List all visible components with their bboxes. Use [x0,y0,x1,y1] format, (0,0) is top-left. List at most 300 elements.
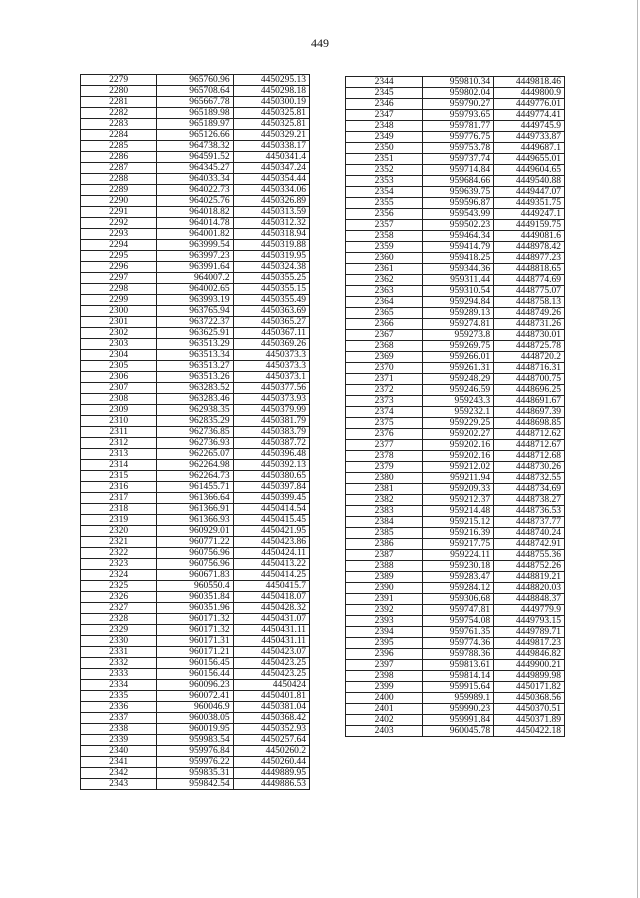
point-number-cell: 2328 [81,614,157,625]
point-number-cell: 2351 [346,154,423,165]
y-coordinate-cell: 4450387.72 [233,438,309,449]
table-row [81,735,310,746]
table-row [81,504,310,515]
y-coordinate-cell: 4450396.48 [233,449,309,460]
point-number-cell: 2339 [81,735,157,746]
table-row [346,407,565,418]
point-number-cell: 2297 [81,273,157,284]
y-coordinate-cell: 4448749.26 [494,308,565,319]
point-number-cell: 2366 [346,319,423,330]
point-number-cell: 2368 [346,341,423,352]
y-coordinate-cell: 4448732.55 [494,473,565,484]
x-coordinate-cell: 959269.75 [423,341,494,352]
point-number-cell: 2377 [346,440,423,451]
table-row [81,559,310,570]
x-coordinate-cell: 959202.16 [423,451,494,462]
y-coordinate-cell: 4450298.18 [233,86,309,97]
point-number-cell: 2384 [346,517,423,528]
y-coordinate-cell: 4450431.11 [233,636,309,647]
x-coordinate-cell: 959294.84 [423,297,494,308]
point-number-cell: 2363 [346,286,423,297]
table-row [346,451,565,462]
point-number-cell: 2393 [346,616,423,627]
point-number-cell: 2318 [81,504,157,515]
x-coordinate-cell: 959543.99 [423,209,494,220]
x-coordinate-cell: 959802.04 [423,88,494,99]
table-row [346,88,565,99]
table-row [346,429,565,440]
point-number-cell: 2342 [81,768,157,779]
y-coordinate-cell: 4450347.24 [233,163,309,174]
table-row [346,627,565,638]
table-row [346,374,565,385]
table-row [346,583,565,594]
coordinate-table-right [345,76,565,737]
x-coordinate-cell: 959214.48 [423,506,494,517]
table-row [346,121,565,132]
table-row [81,317,310,328]
x-coordinate-cell: 959835.31 [157,768,233,779]
table-row [81,97,310,108]
x-coordinate-cell: 960171.32 [157,614,233,625]
point-number-cell: 2336 [81,702,157,713]
x-coordinate-cell: 959344.36 [423,264,494,275]
point-number-cell: 2316 [81,482,157,493]
point-number-cell: 2290 [81,196,157,207]
table-row [81,295,310,306]
y-coordinate-cell: 4448697.39 [494,407,565,418]
y-coordinate-cell: 4450355.49 [233,295,309,306]
y-coordinate-cell: 4450257.64 [233,735,309,746]
point-number-cell: 2298 [81,284,157,295]
table-row [81,537,310,548]
x-coordinate-cell: 960072.41 [157,691,233,702]
point-number-cell: 2360 [346,253,423,264]
x-coordinate-cell: 959224.11 [423,550,494,561]
x-coordinate-cell: 963993.19 [157,295,233,306]
table-row [346,462,565,473]
x-coordinate-cell: 959502.23 [423,220,494,231]
y-coordinate-cell: 4449655.01 [494,154,565,165]
point-number-cell: 2341 [81,757,157,768]
table-row [346,154,565,165]
point-number-cell: 2284 [81,130,157,141]
table-row [81,394,310,405]
x-coordinate-cell: 959217.75 [423,539,494,550]
x-coordinate-cell: 965189.98 [157,108,233,119]
x-coordinate-cell: 959814.14 [423,671,494,682]
table-row [81,779,310,790]
table-row [346,198,565,209]
point-number-cell: 2399 [346,682,423,693]
point-number-cell: 2369 [346,352,423,363]
table-row [81,768,310,779]
y-coordinate-cell: 4450381.04 [233,702,309,713]
point-number-cell: 2337 [81,713,157,724]
table-row [81,306,310,317]
x-coordinate-cell: 959273.8 [423,330,494,341]
y-coordinate-cell: 4450381.79 [233,416,309,427]
table-row [81,691,310,702]
y-coordinate-cell: 4448712.62 [494,429,565,440]
point-number-cell: 2327 [81,603,157,614]
y-coordinate-cell: 4450423.07 [233,647,309,658]
x-coordinate-cell: 959246.59 [423,385,494,396]
table-row [346,99,565,110]
x-coordinate-cell: 959216.39 [423,528,494,539]
table-row [346,352,565,363]
point-number-cell: 2324 [81,570,157,581]
table-row [346,385,565,396]
x-coordinate-cell: 961455.71 [157,482,233,493]
y-coordinate-cell: 4450415.7 [233,581,309,592]
table-row [81,548,310,559]
point-number-cell: 2385 [346,528,423,539]
point-number-cell: 2392 [346,605,423,616]
point-number-cell: 2346 [346,99,423,110]
x-coordinate-cell: 959776.75 [423,132,494,143]
point-number-cell: 2281 [81,97,157,108]
table-row [346,594,565,605]
point-number-cell: 2362 [346,275,423,286]
y-coordinate-cell: 4449081.6 [494,231,565,242]
point-number-cell: 2299 [81,295,157,306]
x-coordinate-cell: 960156.44 [157,669,233,680]
y-coordinate-cell: 4449789.71 [494,627,565,638]
x-coordinate-cell: 959229.25 [423,418,494,429]
point-number-cell: 2388 [346,561,423,572]
point-number-cell: 2303 [81,339,157,350]
y-coordinate-cell: 4450370.51 [494,704,565,715]
x-coordinate-cell: 959753.78 [423,143,494,154]
x-coordinate-cell: 959788.36 [423,649,494,660]
y-coordinate-cell: 4448734.69 [494,484,565,495]
y-coordinate-cell: 4449846.82 [494,649,565,660]
table-row [346,539,565,550]
table-row [81,350,310,361]
y-coordinate-cell: 4450319.95 [233,251,309,262]
y-coordinate-cell: 4448737.77 [494,517,565,528]
point-number-cell: 2397 [346,660,423,671]
table-row [81,405,310,416]
point-number-cell: 2305 [81,361,157,372]
y-coordinate-cell: 4450418.07 [233,592,309,603]
y-coordinate-cell: 4448738.27 [494,495,565,506]
table-row [81,218,310,229]
y-coordinate-cell: 4450352.93 [233,724,309,735]
x-coordinate-cell: 963999.54 [157,240,233,251]
y-coordinate-cell: 4450379.99 [233,405,309,416]
x-coordinate-cell: 963283.46 [157,394,233,405]
x-coordinate-cell: 961366.64 [157,493,233,504]
x-coordinate-cell: 959781.77 [423,121,494,132]
table-row [81,746,310,757]
x-coordinate-cell: 960156.45 [157,658,233,669]
point-number-cell: 2379 [346,462,423,473]
point-number-cell: 2338 [81,724,157,735]
x-coordinate-cell: 964001.82 [157,229,233,240]
table-row [346,528,565,539]
y-coordinate-cell: 4449779.9 [494,605,565,616]
x-coordinate-cell: 963513.27 [157,361,233,372]
x-coordinate-cell: 964738.32 [157,141,233,152]
point-number-cell: 2365 [346,308,423,319]
point-number-cell: 2386 [346,539,423,550]
x-coordinate-cell: 963765.94 [157,306,233,317]
table-row [81,240,310,251]
x-coordinate-cell: 962264.98 [157,460,233,471]
table-row [81,680,310,691]
y-coordinate-cell: 4450368.56 [494,693,565,704]
y-coordinate-cell: 4448716.31 [494,363,565,374]
table-row [346,110,565,121]
y-coordinate-cell: 4450260.2 [233,746,309,757]
y-coordinate-cell: 4449745.9 [494,121,565,132]
x-coordinate-cell: 962265.07 [157,449,233,460]
x-coordinate-cell: 959761.35 [423,627,494,638]
table-row [81,339,310,350]
table-row [346,165,565,176]
table-row [81,427,310,438]
x-coordinate-cell: 960351.96 [157,603,233,614]
table-row [346,286,565,297]
table-row [346,363,565,374]
x-coordinate-cell: 959596.87 [423,198,494,209]
point-number-cell: 2383 [346,506,423,517]
point-number-cell: 2398 [346,671,423,682]
table-row [346,517,565,528]
point-number-cell: 2381 [346,484,423,495]
x-coordinate-cell: 960171.31 [157,636,233,647]
x-coordinate-cell: 960045.78 [423,726,494,737]
table-row [346,506,565,517]
coordinate-table-left [80,74,310,790]
table-row [81,757,310,768]
x-coordinate-cell: 960756.96 [157,548,233,559]
point-number-cell: 2345 [346,88,423,99]
table-row [81,328,310,339]
y-coordinate-cell: 4450373.93 [233,394,309,405]
point-number-cell: 2391 [346,594,423,605]
table-row [81,724,310,735]
y-coordinate-cell: 4448700.75 [494,374,565,385]
point-number-cell: 2375 [346,418,423,429]
y-coordinate-cell: 4449159.75 [494,220,565,231]
y-coordinate-cell: 4450428.32 [233,603,309,614]
table-row [81,174,310,185]
table-row [346,616,565,627]
point-number-cell: 2402 [346,715,423,726]
x-coordinate-cell: 959774.36 [423,638,494,649]
point-number-cell: 2323 [81,559,157,570]
y-coordinate-cell: 4450383.79 [233,427,309,438]
x-coordinate-cell: 960756.96 [157,559,233,570]
point-number-cell: 2320 [81,526,157,537]
point-number-cell: 2394 [346,627,423,638]
x-coordinate-cell: 959202.27 [423,429,494,440]
y-coordinate-cell: 4450414.54 [233,504,309,515]
table-row [81,262,310,273]
y-coordinate-cell: 4449900.21 [494,660,565,671]
table-row [346,440,565,451]
point-number-cell: 2352 [346,165,423,176]
point-number-cell: 2280 [81,86,157,97]
y-coordinate-cell: 4450318.94 [233,229,309,240]
y-coordinate-cell: 4449886.53 [233,779,309,790]
point-number-cell: 2332 [81,658,157,669]
point-number-cell: 2396 [346,649,423,660]
x-coordinate-cell: 960771.22 [157,537,233,548]
x-coordinate-cell: 959747.81 [423,605,494,616]
y-coordinate-cell: 4450171.82 [494,682,565,693]
x-coordinate-cell: 959414.79 [423,242,494,253]
point-number-cell: 2359 [346,242,423,253]
x-coordinate-cell: 965667.78 [157,97,233,108]
point-number-cell: 2367 [346,330,423,341]
point-number-cell: 2331 [81,647,157,658]
point-number-cell: 2317 [81,493,157,504]
y-coordinate-cell: 4448818.65 [494,264,565,275]
x-coordinate-cell: 959976.22 [157,757,233,768]
table-row [81,251,310,262]
y-coordinate-cell: 4448819.21 [494,572,565,583]
point-number-cell: 2282 [81,108,157,119]
point-number-cell: 2371 [346,374,423,385]
x-coordinate-cell: 964022.73 [157,185,233,196]
table-row [346,330,565,341]
x-coordinate-cell: 963513.29 [157,339,233,350]
point-number-cell: 2326 [81,592,157,603]
x-coordinate-cell: 959684.66 [423,176,494,187]
table-row [346,484,565,495]
point-number-cell: 2357 [346,220,423,231]
x-coordinate-cell: 959306.68 [423,594,494,605]
table-row [81,119,310,130]
x-coordinate-cell: 959284.12 [423,583,494,594]
x-coordinate-cell: 959202.16 [423,440,494,451]
table-row [346,143,565,154]
table-row [346,693,565,704]
y-coordinate-cell: 4449540.88 [494,176,565,187]
y-coordinate-cell: 4449899.98 [494,671,565,682]
point-number-cell: 2288 [81,174,157,185]
x-coordinate-cell: 963283.52 [157,383,233,394]
x-coordinate-cell: 959215.12 [423,517,494,528]
table-row [346,682,565,693]
point-number-cell: 2293 [81,229,157,240]
x-coordinate-cell: 961366.91 [157,504,233,515]
y-coordinate-cell: 4450424.11 [233,548,309,559]
y-coordinate-cell: 4450369.26 [233,339,309,350]
x-coordinate-cell: 963997.23 [157,251,233,262]
point-number-cell: 2289 [81,185,157,196]
y-coordinate-cell: 4450421.95 [233,526,309,537]
y-coordinate-cell: 4450325.81 [233,119,309,130]
y-coordinate-cell: 4450373.3 [233,361,309,372]
table-row [346,561,565,572]
table-row [81,383,310,394]
y-coordinate-cell: 4450392.13 [233,460,309,471]
y-coordinate-cell: 4450363.69 [233,306,309,317]
y-coordinate-cell: 4448977.23 [494,253,565,264]
point-number-cell: 2373 [346,396,423,407]
table-row [346,473,565,484]
point-number-cell: 2387 [346,550,423,561]
scan-edge-line [637,0,638,898]
x-coordinate-cell: 959810.34 [423,77,494,88]
point-number-cell: 2285 [81,141,157,152]
table-row [346,341,565,352]
point-number-cell: 2333 [81,669,157,680]
y-coordinate-cell: 4448698.85 [494,418,565,429]
point-number-cell: 2349 [346,132,423,143]
x-coordinate-cell: 959915.64 [423,682,494,693]
x-coordinate-cell: 959976.84 [157,746,233,757]
x-coordinate-cell: 959639.75 [423,187,494,198]
y-coordinate-cell: 4450431.07 [233,614,309,625]
y-coordinate-cell: 4450415.45 [233,515,309,526]
x-coordinate-cell: 960171.21 [157,647,233,658]
x-coordinate-cell: 959230.18 [423,561,494,572]
y-coordinate-cell: 4448730.01 [494,330,565,341]
y-coordinate-cell: 4448740.24 [494,528,565,539]
y-coordinate-cell: 4448742.91 [494,539,565,550]
point-number-cell: 2279 [81,75,157,86]
y-coordinate-cell: 4449800.9 [494,88,565,99]
x-coordinate-cell: 962736.93 [157,438,233,449]
point-number-cell: 2348 [346,121,423,132]
x-coordinate-cell: 965126.66 [157,130,233,141]
x-coordinate-cell: 959248.29 [423,374,494,385]
x-coordinate-cell: 960096.23 [157,680,233,691]
y-coordinate-cell: 4449793.15 [494,616,565,627]
point-number-cell: 2291 [81,207,157,218]
x-coordinate-cell: 960671.83 [157,570,233,581]
point-number-cell: 2376 [346,429,423,440]
table-row [346,660,565,671]
x-coordinate-cell: 963722.37 [157,317,233,328]
y-coordinate-cell: 4450338.17 [233,141,309,152]
table-row [81,438,310,449]
table-row [81,86,310,97]
x-coordinate-cell: 964025.76 [157,196,233,207]
x-coordinate-cell: 960046.9 [157,702,233,713]
point-number-cell: 2306 [81,372,157,383]
table-row [81,713,310,724]
x-coordinate-cell: 959714.84 [423,165,494,176]
x-coordinate-cell: 960019.95 [157,724,233,735]
x-coordinate-cell: 959842.54 [157,779,233,790]
table-row [81,471,310,482]
y-coordinate-cell: 4448758.13 [494,297,565,308]
x-coordinate-cell: 959790.27 [423,99,494,110]
x-coordinate-cell: 959209.33 [423,484,494,495]
point-number-cell: 2312 [81,438,157,449]
y-coordinate-cell: 4450295.13 [233,75,309,86]
x-coordinate-cell: 963991.64 [157,262,233,273]
y-coordinate-cell: 4450399.45 [233,493,309,504]
y-coordinate-cell: 4450365.27 [233,317,309,328]
table-row [81,207,310,218]
y-coordinate-cell: 4450367.11 [233,328,309,339]
point-number-cell: 2340 [81,746,157,757]
y-coordinate-cell: 4450325.81 [233,108,309,119]
table-row [346,242,565,253]
table-row [81,152,310,163]
y-coordinate-cell: 4449818.46 [494,77,565,88]
point-number-cell: 2314 [81,460,157,471]
y-coordinate-cell: 4450355.15 [233,284,309,295]
